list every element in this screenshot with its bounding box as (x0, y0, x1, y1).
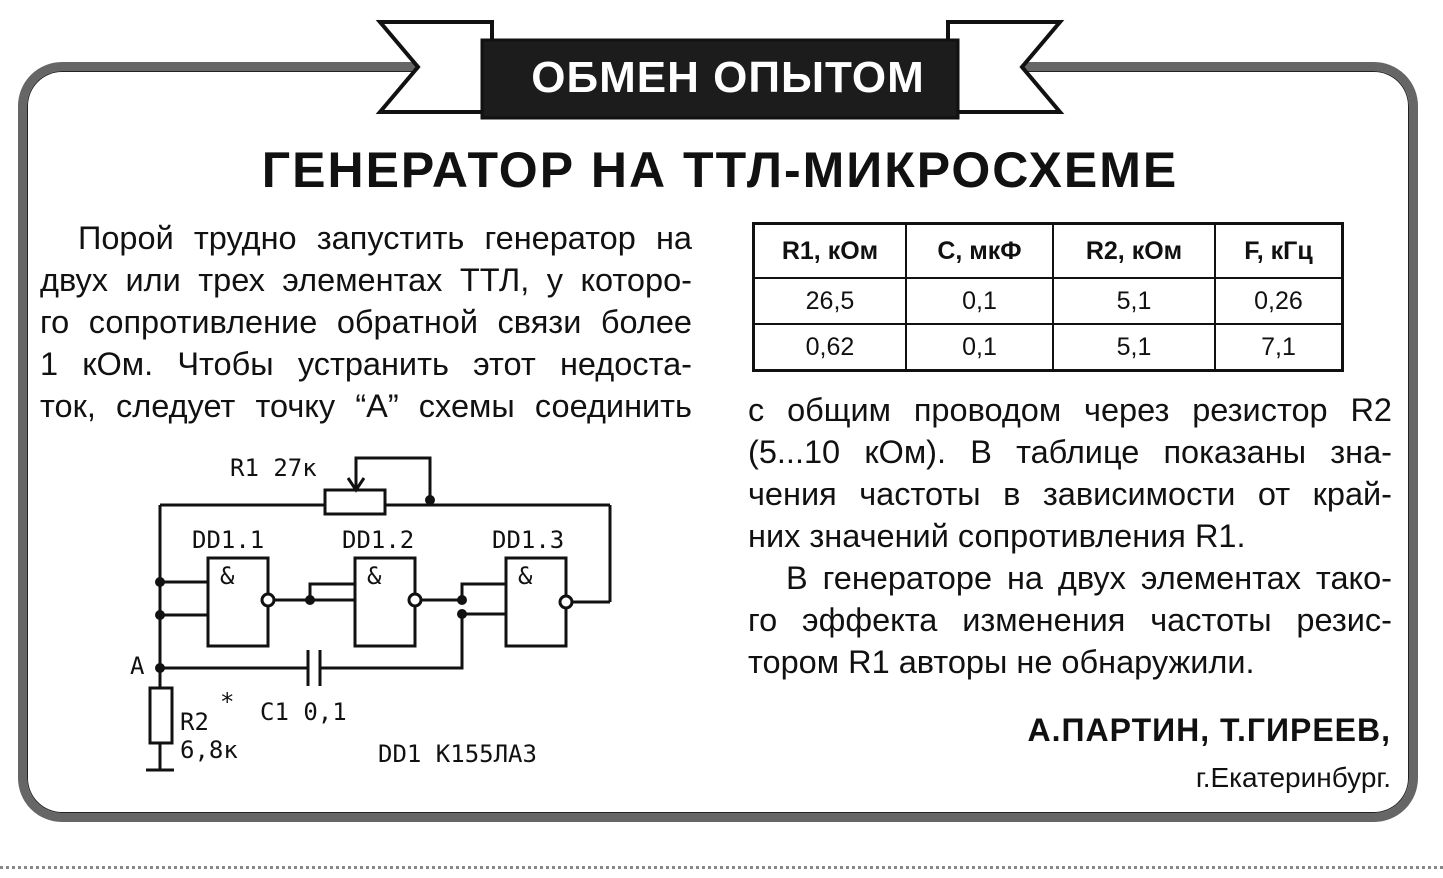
table-header-row (754, 224, 1343, 279)
r2-value: 6,8к (180, 736, 238, 764)
gate3-label: DD1.3 (492, 526, 565, 554)
article-title: ГЕНЕРАТОР НА ТТЛ-МИКРОСХЕМЕ (261, 142, 1179, 198)
table-header: R2, кОм (1053, 224, 1215, 279)
text-line: чения частоты в зависимости от край- (748, 476, 1392, 512)
gate1-symbol: & (220, 562, 235, 590)
text-line: Порой трудно запустить генератор на (78, 220, 692, 256)
table-header: R1, кОм (754, 224, 907, 279)
c1-label: C1 0,1 (260, 698, 347, 726)
author-city: г.Екатеринбург. (1195, 762, 1391, 793)
table-row (754, 278, 1343, 324)
text-line: них значений сопротивления R1. (748, 518, 1246, 554)
article-authors: А.ПАРТИН, Т.ГИРЕЕВ, (1027, 712, 1391, 748)
table-header: F, кГц (1215, 224, 1343, 279)
table-header: С, мкФ (906, 224, 1053, 279)
text-line: двух или трех элементах ТТЛ, у которо- (40, 262, 692, 298)
article-text-left (40, 217, 692, 427)
table-row (754, 324, 1343, 371)
section-banner: ОБМЕН ОПЫТОМ (531, 53, 925, 102)
table-cell: 0,1 (906, 324, 1053, 371)
table-cell: 0,62 (754, 324, 907, 371)
frequency-table (752, 222, 1344, 372)
text-line: В генераторе на двух элементах тако- (786, 560, 1392, 596)
table-cell: 0,1 (906, 278, 1053, 324)
text-line: го сопротивление обратной связи более (40, 304, 692, 340)
page-divider (0, 866, 1443, 870)
table-cell: 5,1 (1053, 324, 1215, 371)
gate2-symbol: & (367, 562, 382, 590)
table-cell: 26,5 (754, 278, 907, 324)
text-line: ток, следует точку “А” схемы соединить (40, 388, 692, 424)
table-cell: 7,1 (1215, 324, 1343, 371)
gate1-label: DD1.1 (192, 526, 265, 554)
article-text-right (748, 389, 1392, 683)
text-line: (5...10 кОм). В таблице показаны зна- (748, 434, 1392, 470)
text-line: го эффекта изменения частоты резис- (748, 602, 1392, 638)
table-cell: 0,26 (1215, 278, 1343, 324)
r2-mark: * (220, 688, 235, 716)
gate2-label: DD1.2 (342, 526, 415, 554)
point-a-label: А (130, 652, 145, 680)
r2-label: R2 (180, 708, 209, 736)
table-cell: 5,1 (1053, 278, 1215, 324)
circuit-schematic (110, 440, 630, 790)
r1-label: R1 27к (230, 454, 317, 482)
chip-label: DD1 К155ЛА3 (378, 740, 537, 768)
text-line: тором R1 авторы не обнаружили. (748, 644, 1255, 680)
text-line: 1 кОм. Чтобы устранить этот недоста- (40, 346, 692, 382)
text-line: с общим проводом через резистор R2 (748, 392, 1392, 428)
gate3-symbol: & (518, 562, 533, 590)
